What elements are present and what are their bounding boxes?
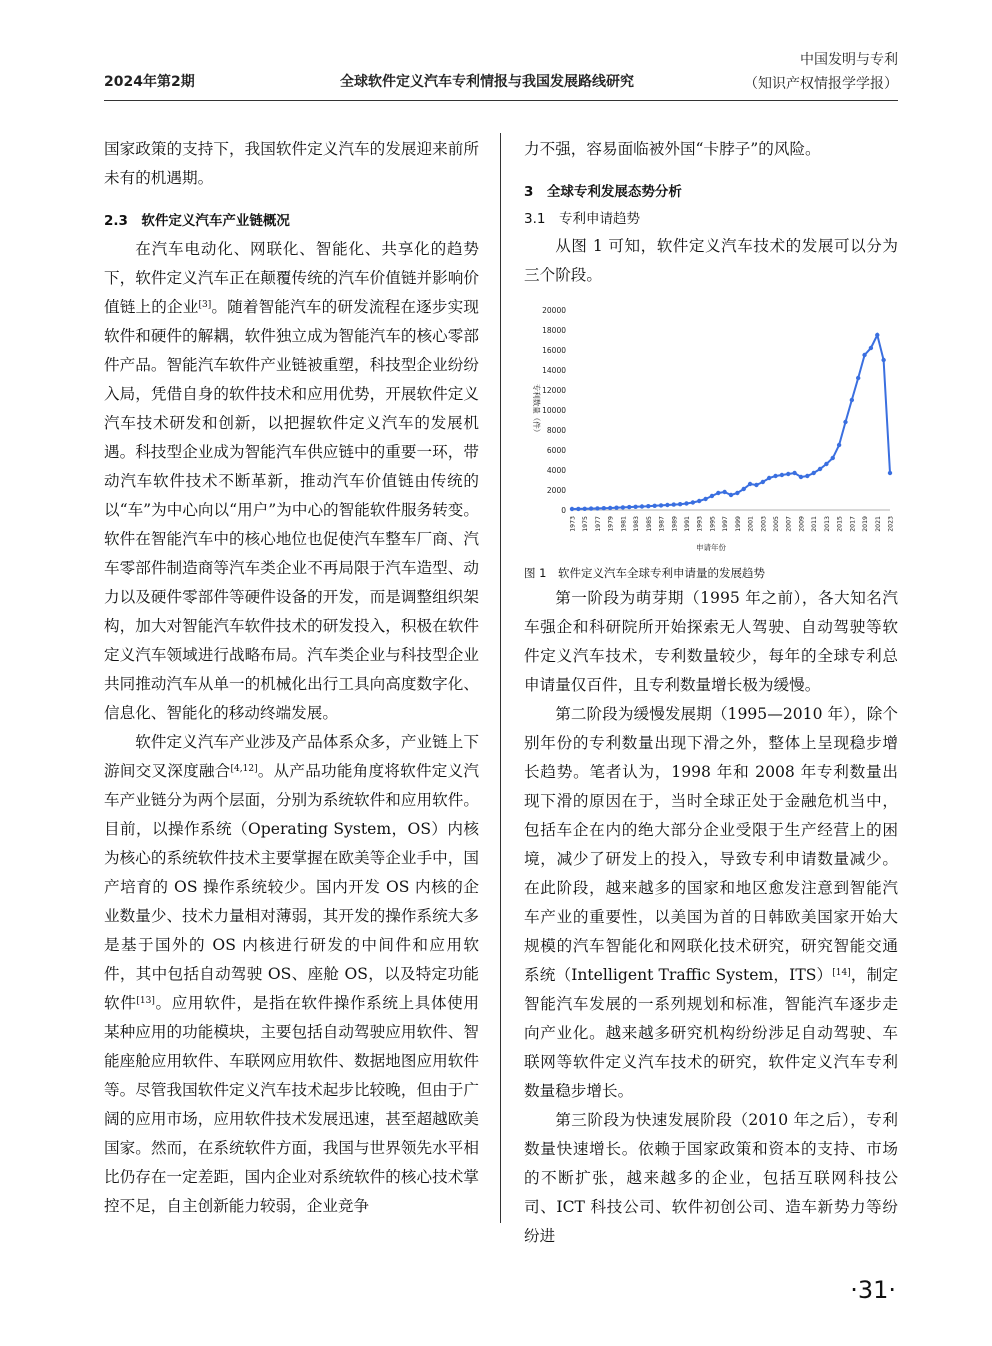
section-heading-3-1: 3.1 专利申请趋势 xyxy=(524,211,640,227)
data-point xyxy=(799,475,803,479)
paragraph: 力不强，容易面临被外国“卡脖子”的风险。 xyxy=(524,140,821,158)
data-point xyxy=(850,398,854,402)
figure-caption: 图 1 软件定义汽车全球专利申请量的发展趋势 xyxy=(524,566,765,580)
x-tick-label: 1977 xyxy=(594,516,602,532)
figure-1 xyxy=(524,296,898,558)
data-point xyxy=(659,503,663,507)
patent-trend-chart xyxy=(524,296,898,558)
x-tick-label: 2019 xyxy=(862,516,870,532)
data-point xyxy=(735,491,739,495)
paragraph: 软件定义汽车产业涉及产品体系众多，产业链上下游间交叉深度融合[4,12]。从产品功能角度将软件定义汽车产业链分为两个层面，分别为系统软件和应用软件。目前，以操作系统（Operating System，OS）内核为核心的系统软件技术主要掌握在欧美等企业手中，国产培育的 OS 操作系统较少。国内开发 OS 内核的企业数量少、技术力量相对薄弱，其开发的操作系统大多是基于国外的 OS 内核进行研发的中间件和应用软件，其中包括自动驾驶 OS、座舱 OS，以及特定功能软件[13]。应用软件，是指在软件操作系统上具体使用某种应用的功能模块，主要包括自动驾驶应用软件、智能座舱应用软件、车联网应用软件、数据地图应用软件等。尽管我国软件定义汽车技术起步比较晚，但由于广阔的应用市场，应用软件技术发展迅速，甚至超越欧美国家。然而，在系统软件方面，我国与世界领先水平相比仍存在一定差距，国内企业对系统软件的核心技术掌控不足，自主创新能力较弱，企业竞争 xyxy=(104,733,479,1215)
x-tick-label: 2005 xyxy=(773,516,781,532)
citation: [13] xyxy=(136,996,155,1006)
y-tick-label: 6000 xyxy=(546,446,566,455)
x-tick-label: 2009 xyxy=(798,516,806,532)
paragraph: 第一阶段为萌芽期（1995 年之前），各大知名汽车强企和科研院所开始探索无人驾驶、自动驾驶等软件定义汽车技术，专利数量较少，每年的全球专利总申请量仅百件，且专利数量增长极为缓慢。 xyxy=(524,589,898,694)
x-tick-label: 1991 xyxy=(683,516,691,532)
data-point xyxy=(742,487,746,491)
x-tick-label: 2013 xyxy=(823,516,831,532)
left-column xyxy=(104,135,479,1221)
y-tick-label: 4000 xyxy=(546,466,566,475)
data-point xyxy=(786,472,790,476)
series-line xyxy=(572,335,890,509)
data-point xyxy=(589,506,593,510)
y-tick-label: 20000 xyxy=(542,306,566,315)
issue-label: 2024年第2期 xyxy=(104,74,195,90)
data-point xyxy=(710,494,714,498)
x-tick-label: 2007 xyxy=(785,516,793,532)
x-tick-label: 2023 xyxy=(887,516,895,532)
x-tick-label: 1981 xyxy=(620,516,628,532)
y-tick-label: 2000 xyxy=(546,486,566,495)
data-point xyxy=(773,474,777,478)
data-point xyxy=(856,376,860,380)
data-point xyxy=(843,420,847,424)
x-tick-label: 2021 xyxy=(874,516,882,532)
data-point xyxy=(684,501,688,505)
data-point xyxy=(837,443,841,447)
data-point xyxy=(824,462,828,466)
y-tick-label: 16000 xyxy=(542,346,566,355)
data-point xyxy=(602,506,606,510)
data-point xyxy=(691,500,695,504)
x-tick-label: 2017 xyxy=(849,516,857,532)
x-tick-label: 1973 xyxy=(569,516,577,532)
paragraph: 从图 1 可知，软件定义汽车技术的发展可以分为三个阶段。 xyxy=(524,237,898,284)
citation: [3] xyxy=(198,300,212,310)
data-point xyxy=(780,473,784,477)
data-point xyxy=(761,480,765,484)
data-point xyxy=(697,499,701,503)
data-point xyxy=(583,507,587,511)
data-point xyxy=(672,502,676,506)
y-tick-label: 0 xyxy=(561,506,566,515)
data-point xyxy=(722,490,726,494)
data-point xyxy=(862,353,866,357)
data-point xyxy=(811,471,815,475)
x-tick-label: 2015 xyxy=(836,516,844,532)
y-tick-label: 8000 xyxy=(546,426,566,435)
data-point xyxy=(729,493,733,497)
paragraph: 国家政策的支持下，我国软件定义汽车的发展迎来前所未有的机遇期。 xyxy=(104,140,479,187)
data-point xyxy=(818,467,822,471)
header-rule xyxy=(104,100,898,101)
y-tick-label: 10000 xyxy=(542,406,566,415)
x-tick-label: 2011 xyxy=(811,516,819,532)
data-point xyxy=(678,502,682,506)
data-point xyxy=(792,471,796,475)
data-point xyxy=(748,482,752,486)
y-axis-label: 专利数量（件） xyxy=(532,383,541,437)
data-point xyxy=(805,474,809,478)
data-point xyxy=(754,483,758,487)
data-point xyxy=(595,506,599,510)
journal-line-2: （知识产权情报学学报） xyxy=(744,76,898,92)
data-point xyxy=(881,358,885,362)
data-point xyxy=(888,471,892,475)
x-tick-label: 1997 xyxy=(722,516,730,532)
y-tick-label: 14000 xyxy=(542,366,566,375)
data-point xyxy=(652,504,656,508)
citation: [14] xyxy=(832,968,851,978)
data-point xyxy=(576,507,580,511)
data-point xyxy=(703,497,707,501)
data-point xyxy=(831,456,835,460)
data-point xyxy=(608,506,612,510)
data-point xyxy=(665,503,669,507)
paragraph: 在汽车电动化、网联化、智能化、共享化的趋势下，软件定义汽车正在颠覆传统的汽车价值链并影响价值链上的企业[3]。随着智能汽车的研发流程在逐步实现软件和硬件的解耦，软件独立成为智能汽车的核心零部件产品。智能汽车软件产业链被重塑，科技型企业纷纷入局，凭借自身的软件技术和应用优势，开展软件定义汽车技术研发和创新，以把握软件定义汽车的发展机遇。科技型企业成为智能汽车供应链中的重要一环，带动汽车软件技术不断革新，推动汽车价值链由传统的以“车”为中心向以“用户”为中心的智能软件服务转变。软件在智能汽车中的核心地位也促使汽车整车厂商、汽车零部件制造商等汽车类企业不再局限于汽车造型、动力以及硬件零部件等硬件设备的开发，而是调整组织架构，加大对智能汽车软件技术的研发投入，积极在软件定义汽车领域进行战略布局。汽车类企业与科技型企业共同推动汽车从单一的机械化出行工具向高度数字化、信息化、智能化的移动终端发展。 xyxy=(104,240,479,722)
x-tick-label: 1985 xyxy=(645,516,653,532)
data-point xyxy=(633,505,637,509)
data-point xyxy=(869,346,873,350)
x-tick-label: 1993 xyxy=(696,516,704,532)
x-tick-label: 1995 xyxy=(709,516,717,532)
journal-line-1: 中国发明与专利 xyxy=(800,52,898,68)
data-point xyxy=(767,476,771,480)
x-tick-label: 1989 xyxy=(671,516,679,532)
x-tick-label: 1983 xyxy=(633,516,641,532)
data-point xyxy=(614,506,618,510)
section-heading-2-3: 2.3 软件定义汽车产业链概况 xyxy=(104,213,290,229)
y-tick-label: 12000 xyxy=(542,386,566,395)
data-point xyxy=(646,504,650,508)
column-divider xyxy=(500,133,501,1223)
running-title: 全球软件定义汽车专利情报与我国发展路线研究 xyxy=(340,74,634,90)
data-point xyxy=(875,333,879,337)
x-tick-label: 1999 xyxy=(734,516,742,532)
paragraph: 第三阶段为快速发展阶段（2010 年之后），专利数量快速增长。依赖于国家政策和资本的支持、市场的不断扩张，越来越多的企业，包括互联网科技公司、ICT 科技公司、软件初创公司、造车新势力等纷纷进 xyxy=(524,1111,898,1245)
data-point xyxy=(627,505,631,509)
x-axis-label: 申请年份 xyxy=(696,543,726,552)
journal-name xyxy=(744,48,898,96)
section-heading-3: 3 全球专利发展态势分析 xyxy=(524,184,682,200)
x-tick-label: 2003 xyxy=(760,516,768,532)
x-tick-label: 1979 xyxy=(607,516,615,532)
data-point xyxy=(621,505,625,509)
data-point xyxy=(716,491,720,495)
citation: [4,12] xyxy=(230,764,258,774)
data-point xyxy=(570,507,574,511)
right-column xyxy=(524,135,898,1251)
paragraph: 第二阶段为缓慢发展期（1995—2010 年），除个别年份的专利数量出现下滑之外，整体上呈现稳步增长趋势。笔者认为，1998 年和 2008 年专利数量出现下滑的原因在于，当时全球正处于金融危机当中，包括车企在内的绝大部分企业受限于生产经营上的困境，减少了研发上的投入，导致专利申请数量减少。在此阶段，越来越多的国家和地区愈发注意到智能汽车产业的重要性，以美国为首的日韩欧美国家开始大规模的汽车智能化和网联化技术研究，研究智能交通系统（Intelligent Traffic System，ITS）[14]，制定智能汽车发展的一系列规划和标准，智能汽车逐步走向产业化。越来越多研究机构纷纷涉足自动驾驶、车联网等软件定义汽车技术的研究，软件定义汽车专利数量稳步增长。 xyxy=(524,705,898,1100)
x-tick-label: 2001 xyxy=(747,516,755,532)
page-number: ·31· xyxy=(850,1276,896,1304)
x-tick-label: 1987 xyxy=(658,516,666,532)
x-tick-label: 1975 xyxy=(582,516,590,532)
data-point xyxy=(640,504,644,508)
y-tick-label: 18000 xyxy=(542,326,566,335)
